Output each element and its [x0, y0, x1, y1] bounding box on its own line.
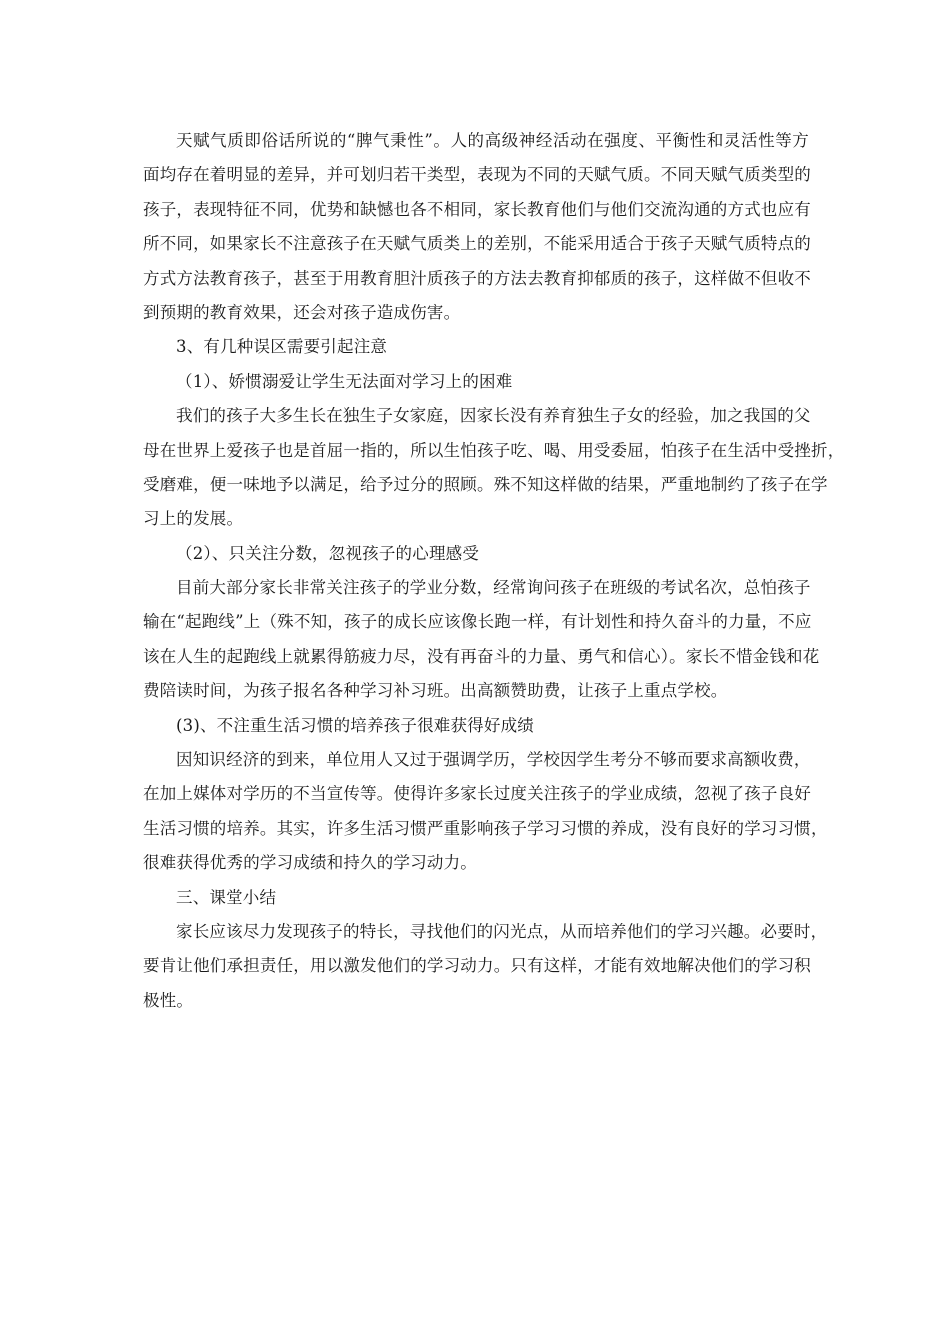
- text-line: 母在世界上爱孩子也是首屈一指的，所以生怕孩子吃、喝、用受委屈，怕孩子在生活中受挫折，: [143, 440, 845, 460]
- text-line: 该在人生的起跑线上就累得筋疲力尽，没有再奋斗的力量、勇气和信心）。家长不惜金钱和花: [143, 646, 820, 666]
- text-line: 天赋气质即俗话所说的“脾气秉性”。人的高级神经活动在强度、平衡性和灵活性等方: [176, 131, 809, 150]
- text-line: 习上的发展。: [143, 509, 244, 529]
- heading-summary: [143, 881, 809, 915]
- text-line: 输在“起跑线”上（殊不知，孩子的成长应该像长跑一样，有计划性和持久奋斗的力量，不应: [143, 612, 812, 632]
- text-line: 很难获得优秀的学习成绩和持久的学习动力。: [143, 853, 477, 873]
- text-line: 费陪读时间，为孩子报名各种学习补习班。出高额赞助费，让孩子上重点学校。: [143, 681, 728, 701]
- text-line: 面均存在着明显的差异，并可划归若干类型，表现为不同的天赋气质。不同天赋气质类型的: [143, 165, 811, 185]
- paragraph-spoiling: [143, 399, 845, 537]
- text-line: 要肯让他们承担责任，用以激发他们的学习动力。只有这样，才能有效地解决他们的学习积: [143, 956, 811, 976]
- document-page: [143, 124, 845, 1018]
- subsection-heading: （1）、娇惯溺爱让学生无法面对学习上的困难: [176, 371, 513, 391]
- paragraph-habits: [143, 743, 828, 881]
- text-line: 孩子，表现特征不同，优势和缺憾也各不相同，家长教育他们与他们交流沟通的方式也应有: [143, 199, 811, 219]
- paragraph-temperament: [143, 124, 809, 330]
- subsection-heading: (3)、不注重生活习惯的培养孩子很难获得好成绩: [176, 715, 534, 735]
- paragraph-scores: [143, 571, 820, 709]
- text-line: 方式方法教育孩子，甚至于用教育胆汁质孩子的方法去教育抑郁质的孩子，这样做不但收不: [143, 268, 811, 288]
- text-line: 到预期的教育效果，还会对孩子造成伤害。: [143, 302, 461, 322]
- subsection-heading: （2）、只关注分数，忽视孩子的心理感受: [176, 543, 480, 563]
- text-line: 所不同，如果家长不注意孩子在天赋气质类上的差别，不能采用适合于孩子天赋气质特点的: [143, 234, 811, 254]
- text-line: 极性。: [143, 990, 194, 1010]
- text-line: 目前大部分家长非常关注孩子的学业分数，经常询问孩子在班级的考试名次，总怕孩子: [176, 578, 811, 598]
- text-line: 家长应该尽力发现孩子的特长，寻找他们的闪光点，从而培养他们的学习兴趣。必要时，: [176, 921, 828, 941]
- text-line: 受磨难，便一味地予以满足，给予过分的照顾。殊不知这样做的结果，严重地制约了孩子在学: [143, 474, 828, 494]
- section-heading: 三、课堂小结: [176, 887, 277, 907]
- heading-spoiling: [143, 365, 809, 399]
- heading-habits: [143, 709, 809, 743]
- text-line: 在加上媒体对学历的不当宣传等。使得许多家长过度关注孩子的学业成绩，忽视了孩子良好: [143, 784, 811, 804]
- text-line: 生活习惯的培养。其实，许多生活习惯严重影响孩子学习习惯的养成，没有良好的学习习惯，: [143, 818, 828, 838]
- heading-misconceptions: [143, 330, 809, 364]
- text-line: 我们的孩子大多生长在独生子女家庭，因家长没有养育独生子女的经验，加之我国的父: [176, 406, 811, 426]
- text-line: 因知识经济的到来，单位用人又过于强调学历，学校因学生考分不够而要求高额收费，: [176, 750, 811, 770]
- section-heading: 3、有几种误区需要引起注意: [176, 337, 388, 357]
- heading-scores: [143, 537, 809, 571]
- paragraph-summary: [143, 915, 828, 1018]
